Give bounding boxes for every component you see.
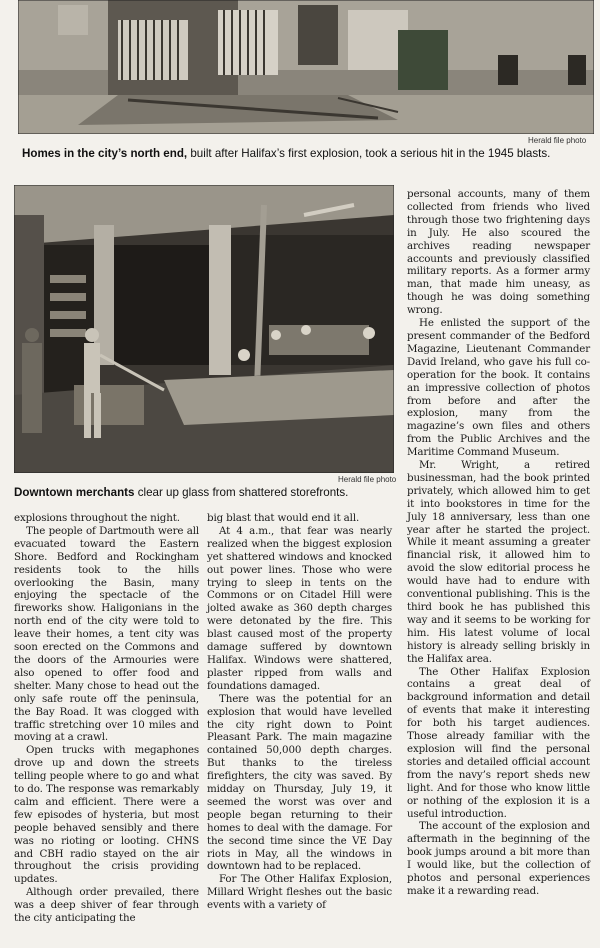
article-paragraph: big blast that would end it all.: [207, 512, 360, 524]
article-paragraph: The people of Dartmouth were all evacuated toward the Eastern Shore. Bedford and Rockingham residents took to the hills overlooking the Basin, many enjoying the spectacle of the fireworks show. Haligonians in the north end of the city were told to leave their homes, a tent city was soon erected on the Commons and the doors of the Armouries were also opened to offer food and shelter. Many chose to head out the only safe route off the peninsula, the Bay Road. It was clogged with traffic stretching over 10 miles and moving at a crawl.: [14, 524, 199, 744]
photo-credit: Herald file photo: [528, 136, 587, 145]
article-paragraph: personal accounts, many of them collected from friends who lived through those two frightening days in July. He also scoured the archives reading newspaper accounts and previously classified military reports. As a former army man, that made him uneasy, as though he was doing something wrong.: [407, 188, 590, 317]
article-paragraph: The account of the explosion and aftermath in the beginning of the book jumps around a bit more than I would like, but the collection of photos and personal experiences make it a rewarding read.: [407, 820, 590, 897]
photo-credit: Herald file photo: [338, 475, 397, 484]
downtown-merchants-image: [14, 185, 394, 473]
downtown-merchants-photo: [14, 185, 394, 473]
caption-lead: Downtown merchants: [14, 486, 135, 499]
article-paragraph: Although order prevailed, there was a deep shiver of fear through the city anticipating the: [14, 886, 199, 925]
article-paragraph: explosions throughout the night.: [14, 512, 180, 524]
article-column-left: [14, 512, 199, 925]
article-paragraph: He enlisted the support of the present commander of the Bedford Magazine, Lieutenant Commander David Ireland, who gave his full co-operation for the book. It contains an impressive collection of photos from before and after the explosion, many from the magazine’s own files and others from the Public Archives and the Maritime Command Museum.: [407, 317, 590, 459]
caption-text: built after Halifax’s first explosion, took a serious hit in the 1945 blasts.: [187, 147, 551, 160]
photo-caption: [14, 486, 348, 500]
article-paragraph: At 4 a.m., that fear was nearly realized when the biggest explosion yet shattered windows and knocked out power lines. Those who were trying to sleep in tents on the Commons or on Citadel Hill were jolted awake as 360 depth charges were detonated by the fire. This blast caused most of the property damage suffered by downtown Halifax. Windows were shattered, plaster ripped from walls and foundations damaged.: [207, 524, 392, 692]
north-end-homes-photo: [18, 0, 594, 134]
caption-lead: Homes in the city’s north end,: [22, 147, 188, 160]
caption-text: clear up glass from shattered storefronts.: [134, 486, 349, 499]
article-paragraph: Mr. Wright, a retired businessman, had the book printed privately, which allowed him to get it into bookstores in time for the July 18 anniversary, less than one year after he started the project. While it meant assuming a greater financial risk, it allowed him to avoid the slow editorial process he would have had to endure with conventional publishing. This is the third book he has published this way and it seems to be working for him. His latest volume of local history is already selling briskly in the Halifax area.: [407, 459, 590, 665]
article-paragraph: Open trucks with megaphones drove up and down the streets telling people where to go and what to do. The response was remarkably calm and efficient. There were a few episodes of hysteria, but most people behaved sensibly and there was no rioting or looting. CHNS and CBH radio stayed on the air throughout the crisis providing updates.: [14, 744, 199, 886]
article-paragraph: For The Other Halifax Explosion, Millard Wright fleshes out the basic events with a variety of: [207, 873, 392, 912]
north-end-homes-image: [18, 0, 594, 134]
article-column-middle: [207, 512, 392, 912]
photo-caption: [22, 147, 550, 161]
article-paragraph: There was the potential for an explosion that would have levelled the city right down to Point Pleasant Park. The main magazine contained 50,000 depth charges. But thanks to the tireless firefighters, the city was saved. By midday on Thursday, July 19, it seemed the worst was over and people began returning to their homes to deal with the damage. For the second time since the VE Day riots in May, all the windows in downtown had to be replaced.: [207, 692, 392, 873]
article-column-right: [407, 188, 590, 898]
article-paragraph: The Other Halifax Explosion contains a great deal of background information and detail of events that make it interesting for both his target audiences. Those already familiar with the explosion will find the personal stories and detailed official account from the navy’s report sheds new light. And for those who know little or nothing of the explosion it is a useful introduction.: [407, 665, 590, 820]
